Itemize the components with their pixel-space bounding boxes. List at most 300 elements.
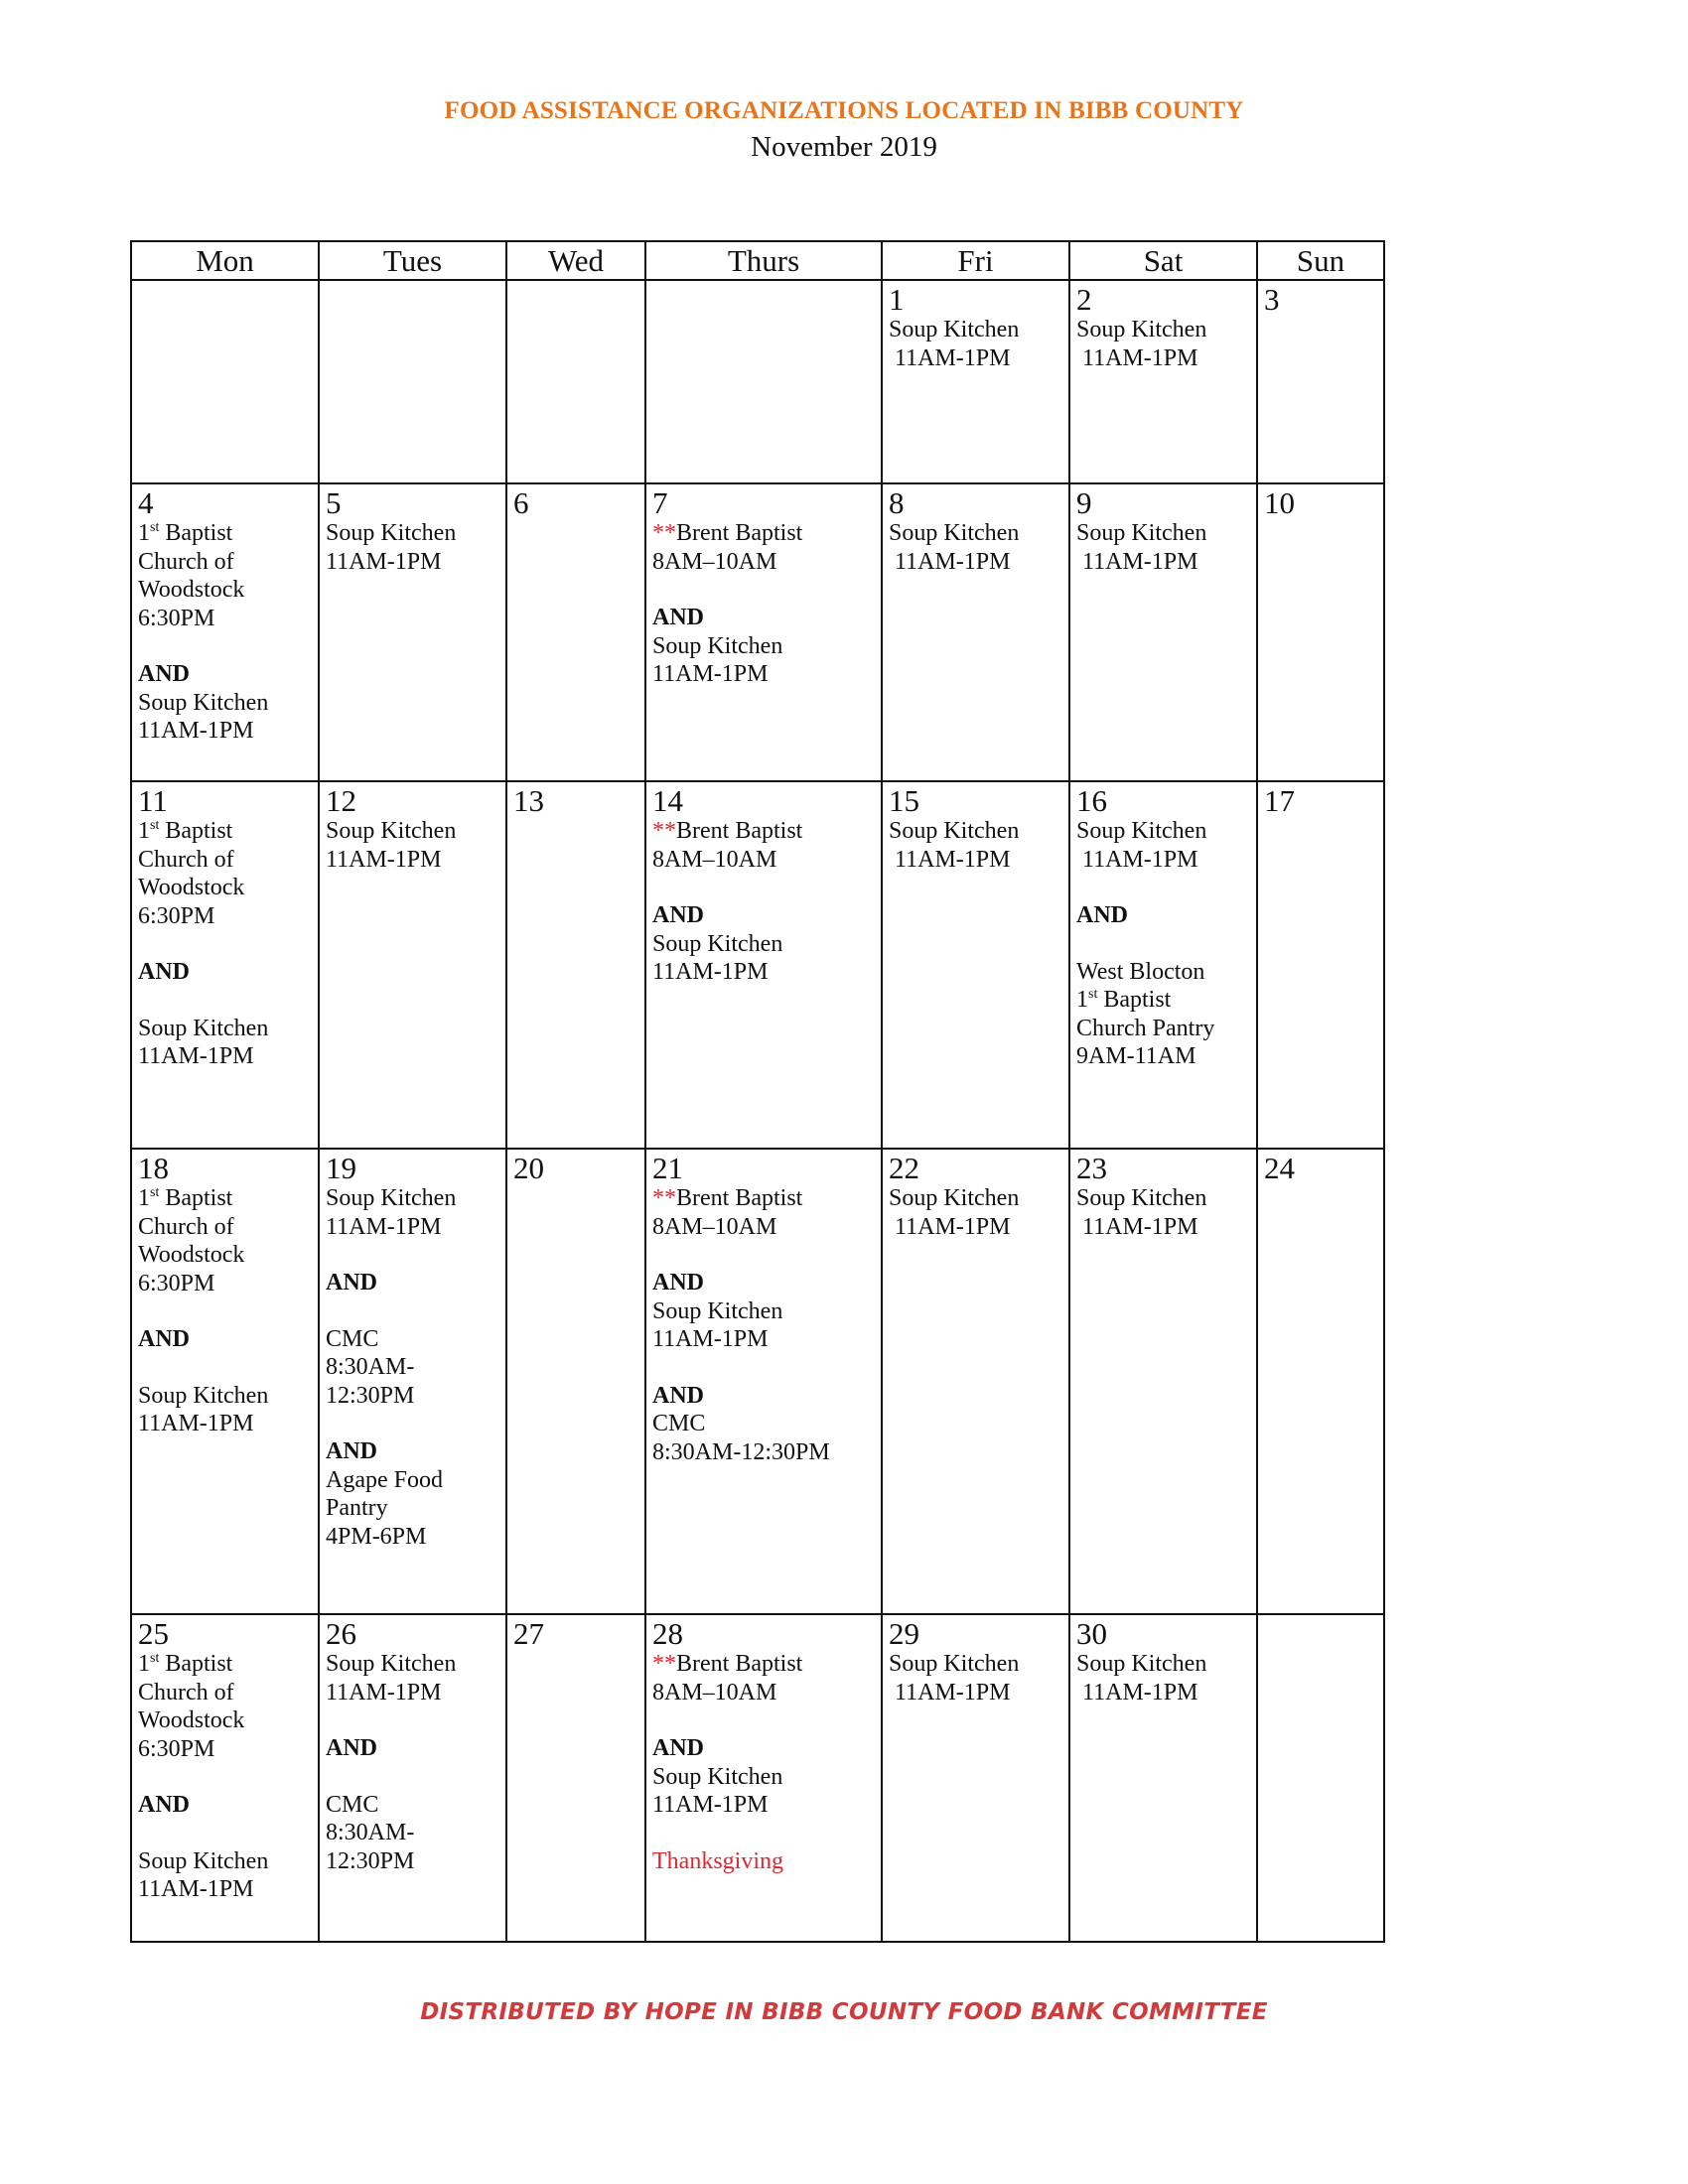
- priority-marker: **: [652, 1185, 676, 1211]
- event-line: [326, 519, 505, 548]
- event-text: 1: [138, 520, 150, 546]
- event-line: [889, 1679, 1068, 1707]
- day-number: 13: [513, 783, 544, 818]
- event-text: Agape Food: [326, 1466, 443, 1493]
- event-line: [138, 817, 318, 846]
- event-text: AND: [652, 902, 704, 928]
- event-line: [1076, 1213, 1256, 1242]
- event-line: [138, 1706, 318, 1735]
- day-cell: [1257, 280, 1384, 483]
- day-number: 24: [1264, 1151, 1295, 1185]
- and-separator: [652, 901, 881, 930]
- event-text: 8:30AM-: [326, 1820, 415, 1845]
- day-cell: [645, 1614, 882, 1942]
- event-text: 11AM-1PM: [889, 548, 1011, 575]
- week-row: [131, 1614, 1384, 1942]
- week-row: [131, 280, 1384, 483]
- event-text: AND: [652, 605, 704, 630]
- and-separator: [326, 1269, 505, 1297]
- event-line: [652, 1410, 881, 1438]
- event-line: [652, 548, 881, 577]
- event-line: [326, 1325, 505, 1354]
- weekday-header: Wed: [506, 241, 645, 280]
- and-separator: [138, 1791, 318, 1820]
- event-text: 6:30PM: [138, 902, 215, 929]
- day-cell: [645, 483, 882, 781]
- and-separator: [652, 1269, 881, 1297]
- ordinal-suffix: st: [150, 1651, 160, 1666]
- event-text: Soup Kitchen: [652, 1297, 783, 1324]
- day-cell: [645, 1149, 882, 1614]
- event-line: [326, 1382, 505, 1411]
- event-line: [138, 548, 318, 577]
- event-text: Baptist: [159, 1185, 233, 1211]
- spacer: [1076, 930, 1256, 958]
- and-separator: [652, 1382, 881, 1411]
- event-text: 9AM-11AM: [1076, 1043, 1196, 1069]
- event-text: Soup Kitchen: [138, 689, 269, 716]
- event-line: [138, 902, 318, 931]
- event-text: Soup Kitchen: [1076, 1651, 1207, 1677]
- ordinal-suffix: st: [150, 1185, 160, 1200]
- event-line: [652, 1791, 881, 1820]
- spacer: [326, 1763, 505, 1791]
- event-text: 11AM-1PM: [652, 1326, 769, 1352]
- event-text: 11AM-1PM: [889, 1213, 1011, 1240]
- and-separator: [138, 958, 318, 987]
- event-line: [326, 817, 505, 846]
- day-cell: [319, 1149, 506, 1614]
- event-text: Soup Kitchen: [652, 632, 783, 659]
- event-text: Soup Kitchen: [1076, 520, 1207, 546]
- event-text: Brent Baptist: [676, 1651, 803, 1677]
- event-text: 11AM-1PM: [1076, 1679, 1198, 1706]
- event-text: 11AM-1PM: [1076, 548, 1198, 575]
- event-line: [138, 874, 318, 902]
- event-text: CMC: [326, 1325, 379, 1352]
- event-text: Soup Kitchen: [326, 1651, 457, 1677]
- ordinal-suffix: st: [150, 520, 160, 535]
- event-text: 6:30PM: [138, 1735, 215, 1762]
- event-text: 11AM-1PM: [889, 1679, 1011, 1706]
- spacer: [138, 1297, 318, 1325]
- event-line: [326, 1466, 505, 1495]
- day-cell: [882, 280, 1069, 483]
- event-text: Soup Kitchen: [326, 1185, 457, 1211]
- spacer: [326, 1241, 505, 1269]
- event-line: [138, 1042, 318, 1071]
- event-text: 8:30AM-12:30PM: [652, 1438, 830, 1465]
- event-text: 11AM-1PM: [326, 846, 442, 873]
- event-text: 11AM-1PM: [138, 1411, 254, 1436]
- event-text: Soup Kitchen: [326, 818, 457, 844]
- event-text: AND: [138, 1326, 190, 1352]
- spacer: [138, 1820, 318, 1847]
- event-text: 1: [138, 818, 150, 844]
- event-text: Brent Baptist: [676, 818, 803, 844]
- spacer: [326, 1410, 505, 1437]
- and-separator: [652, 1734, 881, 1763]
- event-line: [326, 846, 505, 875]
- weekday-header: Sat: [1069, 241, 1257, 280]
- event-text: 8AM–10AM: [652, 548, 777, 575]
- day-cell: [506, 781, 645, 1149]
- event-text: 8AM–10AM: [652, 846, 777, 873]
- ordinal-suffix: st: [1088, 987, 1098, 1002]
- event-text: West Blocton: [1076, 958, 1205, 985]
- day-number: 7: [652, 485, 668, 520]
- event-text: 11AM-1PM: [652, 1792, 769, 1818]
- day-number: 28: [652, 1616, 683, 1651]
- event-text: Woodstock: [138, 1242, 245, 1268]
- week-row: [131, 781, 1384, 1149]
- event-line: [138, 519, 318, 548]
- event-text: CMC: [652, 1411, 706, 1436]
- event-line: [138, 1875, 318, 1904]
- event-line: [652, 930, 881, 959]
- spacer: [652, 1820, 881, 1847]
- spacer: [326, 1297, 505, 1325]
- event-text: Church of: [138, 1213, 234, 1240]
- event-text: 11AM-1PM: [652, 661, 769, 687]
- event-line: [138, 689, 318, 718]
- event-line: [138, 1241, 318, 1270]
- event-text: Church of: [138, 548, 234, 575]
- event-text: 12:30PM: [326, 1382, 415, 1409]
- spacer: [652, 874, 881, 901]
- event-text: 8AM–10AM: [652, 1679, 777, 1706]
- and-separator: [1076, 901, 1256, 930]
- event-line: [652, 1438, 881, 1467]
- and-separator: [138, 660, 318, 689]
- day-number: 11: [138, 783, 168, 818]
- event-line: [652, 1650, 881, 1679]
- event-text: Woodstock: [138, 577, 245, 603]
- day-number: 5: [326, 485, 342, 520]
- event-line: [326, 1184, 505, 1213]
- day-cell: [882, 781, 1069, 1149]
- event-text: 8AM–10AM: [652, 1213, 777, 1240]
- event-text: 11AM-1PM: [652, 959, 769, 985]
- ordinal-suffix: st: [150, 818, 160, 833]
- event-line: [138, 1679, 318, 1707]
- event-text: 11AM-1PM: [326, 548, 442, 575]
- event-text: Soup Kitchen: [889, 818, 1020, 844]
- event-text: Church Pantry: [1076, 1015, 1215, 1041]
- event-line: [138, 1015, 318, 1043]
- event-line: [652, 1679, 881, 1707]
- event-line: [1076, 1650, 1256, 1679]
- weekday-header: Thurs: [645, 241, 882, 280]
- day-number: 22: [889, 1151, 919, 1185]
- event-text: Soup Kitchen: [889, 520, 1020, 546]
- day-number: 1: [889, 282, 905, 317]
- event-text: Baptist: [159, 1651, 233, 1677]
- day-cell: [645, 781, 882, 1149]
- event-text: AND: [326, 1270, 377, 1296]
- event-line: [326, 1213, 505, 1242]
- event-line: [326, 1847, 505, 1876]
- event-line: [1076, 1042, 1256, 1071]
- event-line: [1076, 846, 1256, 875]
- day-number: 23: [1076, 1151, 1107, 1185]
- event-line: [138, 1847, 318, 1876]
- event-line: [326, 1523, 505, 1552]
- priority-marker: **: [652, 818, 676, 844]
- event-line: [326, 1353, 505, 1382]
- day-cell: [1069, 483, 1257, 781]
- event-text: AND: [138, 661, 190, 687]
- event-text: Soup Kitchen: [1076, 818, 1207, 844]
- day-number: 12: [326, 783, 356, 818]
- event-line: [1076, 1184, 1256, 1213]
- event-line: [652, 1325, 881, 1354]
- and-separator: [652, 604, 881, 632]
- event-text: AND: [138, 1792, 190, 1818]
- and-separator: [326, 1437, 505, 1466]
- event-line: [1076, 344, 1256, 373]
- event-line: [652, 660, 881, 689]
- event-text: Soup Kitchen: [138, 1847, 269, 1874]
- event-text: AND: [326, 1438, 377, 1464]
- event-line: [138, 846, 318, 875]
- event-text: Brent Baptist: [676, 1185, 803, 1211]
- event-text: 11AM-1PM: [1076, 846, 1198, 873]
- day-cell: [131, 483, 319, 781]
- weekday-header: Tues: [319, 241, 506, 280]
- calendar-table: [130, 240, 1385, 1943]
- event-line: [138, 576, 318, 605]
- event-line: [889, 519, 1068, 548]
- event-text: 11AM-1PM: [326, 1213, 442, 1240]
- event-line: [652, 958, 881, 987]
- event-text: Soup Kitchen: [1076, 317, 1207, 342]
- spacer: [652, 1354, 881, 1382]
- day-number: 8: [889, 485, 905, 520]
- event-text: 11AM-1PM: [138, 718, 254, 744]
- day-cell: [1069, 280, 1257, 483]
- day-number: 9: [1076, 485, 1092, 520]
- day-number: 15: [889, 783, 919, 818]
- spacer: [138, 1763, 318, 1791]
- week-row: [131, 483, 1384, 781]
- event-line: [138, 1410, 318, 1438]
- event-line: [889, 817, 1068, 846]
- day-cell: [1257, 1149, 1384, 1614]
- event-text: 1: [138, 1185, 150, 1211]
- event-line: [889, 1213, 1068, 1242]
- event-text: Thanksgiving: [652, 1847, 783, 1874]
- priority-marker: **: [652, 520, 676, 546]
- event-text: Soup Kitchen: [652, 1763, 783, 1790]
- and-separator: [138, 1325, 318, 1354]
- event-text: Soup Kitchen: [138, 1015, 269, 1041]
- event-text: Church of: [138, 1679, 234, 1706]
- event-text: 6:30PM: [138, 1270, 215, 1297]
- event-line: [1076, 519, 1256, 548]
- day-cell: [645, 280, 882, 483]
- event-line: [138, 1213, 318, 1242]
- spacer: [138, 632, 318, 660]
- event-line: [889, 1184, 1068, 1213]
- event-text: Woodstock: [138, 1707, 245, 1733]
- event-line: [138, 1650, 318, 1679]
- event-text: 8:30AM-: [326, 1354, 415, 1380]
- event-line: [889, 316, 1068, 344]
- day-number: 16: [1076, 783, 1107, 818]
- event-line: [138, 717, 318, 746]
- event-line: [652, 1213, 881, 1242]
- event-text: 6:30PM: [138, 605, 215, 631]
- spacer: [652, 1706, 881, 1734]
- event-line: [652, 632, 881, 661]
- day-number: 17: [1264, 783, 1295, 818]
- day-cell: [506, 280, 645, 483]
- day-number: 4: [138, 485, 154, 520]
- event-line: [1076, 548, 1256, 577]
- event-text: Baptist: [159, 818, 233, 844]
- event-line: [326, 548, 505, 577]
- event-text: Brent Baptist: [676, 520, 803, 546]
- day-number: 18: [138, 1151, 169, 1185]
- week-row: [131, 1149, 1384, 1614]
- day-cell: [1069, 781, 1257, 1149]
- event-text: Soup Kitchen: [652, 930, 783, 957]
- event-line: [889, 846, 1068, 875]
- event-text: Soup Kitchen: [326, 520, 457, 546]
- event-text: 11AM-1PM: [1076, 1213, 1198, 1240]
- weekday-header: Mon: [131, 241, 319, 280]
- day-cell: [882, 483, 1069, 781]
- event-text: 11AM-1PM: [138, 1876, 254, 1902]
- event-text: 11AM-1PM: [1076, 344, 1198, 371]
- page-subtitle: November 2019: [751, 131, 937, 163]
- footer-note: DISTRIBUTED BY HOPE IN BIBB COUNTY FOOD BANK COMMITTEE: [420, 1999, 1268, 2025]
- event-text: CMC: [326, 1791, 379, 1818]
- weekday-header-row: [131, 241, 1384, 280]
- and-separator: [326, 1734, 505, 1763]
- event-line: [652, 846, 881, 875]
- event-line: [652, 817, 881, 846]
- day-cell: [1257, 483, 1384, 781]
- day-number: 27: [513, 1616, 544, 1651]
- day-number: 25: [138, 1616, 169, 1651]
- event-text: Soup Kitchen: [889, 317, 1020, 342]
- event-line: [138, 605, 318, 633]
- event-line: [326, 1650, 505, 1679]
- day-cell: [506, 1614, 645, 1942]
- event-line: [138, 1270, 318, 1298]
- event-line: [138, 1382, 318, 1411]
- day-number: 2: [1076, 282, 1092, 317]
- event-text: 11AM-1PM: [138, 1043, 254, 1069]
- day-number: 3: [1264, 282, 1280, 317]
- event-text: AND: [652, 1735, 704, 1761]
- weekday-header: Sun: [1257, 241, 1384, 280]
- event-text: 11AM-1PM: [889, 846, 1011, 873]
- event-line: [326, 1494, 505, 1523]
- day-number: 14: [652, 783, 683, 818]
- day-cell: [131, 781, 319, 1149]
- event-line: [326, 1791, 505, 1820]
- event-line: [1076, 316, 1256, 344]
- page-title: FOOD ASSISTANCE ORGANIZATIONS LOCATED IN BIBB COUNTY: [444, 97, 1244, 124]
- event-text: AND: [138, 959, 190, 985]
- event-line: [889, 344, 1068, 373]
- event-line: [652, 1184, 881, 1213]
- day-cell: [131, 1614, 319, 1942]
- event-text: AND: [1076, 902, 1128, 928]
- event-text: Soup Kitchen: [138, 1382, 269, 1409]
- event-line: [889, 1650, 1068, 1679]
- priority-marker: **: [652, 1651, 676, 1677]
- day-cell: [882, 1614, 1069, 1942]
- spacer: [138, 930, 318, 958]
- spacer: [138, 987, 318, 1015]
- day-cell: [1257, 781, 1384, 1149]
- event-line: [1076, 817, 1256, 846]
- day-number: 10: [1264, 485, 1295, 520]
- event-line: [138, 1735, 318, 1764]
- event-line: [1076, 1015, 1256, 1043]
- day-cell: [131, 280, 319, 483]
- event-text: AND: [652, 1382, 704, 1409]
- event-text: 11AM-1PM: [889, 344, 1011, 371]
- event-line: [1076, 986, 1256, 1015]
- event-text: Soup Kitchen: [1076, 1185, 1207, 1211]
- day-cell: [131, 1149, 319, 1614]
- event-text: Baptist: [159, 520, 233, 546]
- event-text: Baptist: [1097, 987, 1172, 1013]
- weekday-header: Fri: [882, 241, 1069, 280]
- day-number: 30: [1076, 1616, 1107, 1651]
- event-text: 4PM-6PM: [326, 1523, 427, 1550]
- day-number: 29: [889, 1616, 919, 1651]
- spacer: [652, 576, 881, 604]
- event-text: Pantry: [326, 1495, 388, 1521]
- event-line: [652, 519, 881, 548]
- event-line: [1076, 1679, 1256, 1707]
- event-line: [652, 1763, 881, 1792]
- event-line: [652, 1847, 881, 1876]
- spacer: [138, 1354, 318, 1382]
- day-cell: [1069, 1149, 1257, 1614]
- event-line: [326, 1819, 505, 1847]
- event-line: [652, 1297, 881, 1326]
- day-number: 6: [513, 485, 529, 520]
- event-text: Church of: [138, 846, 234, 873]
- event-line: [326, 1679, 505, 1707]
- spacer: [326, 1706, 505, 1734]
- event-text: Soup Kitchen: [889, 1185, 1020, 1211]
- day-cell: [319, 483, 506, 781]
- day-cell: [506, 1149, 645, 1614]
- event-text: AND: [652, 1270, 704, 1296]
- day-number: 26: [326, 1616, 356, 1651]
- event-text: 12:30PM: [326, 1847, 415, 1874]
- day-cell: [319, 280, 506, 483]
- event-line: [889, 548, 1068, 577]
- day-number: 19: [326, 1151, 356, 1185]
- event-line: [138, 1184, 318, 1213]
- event-text: 11AM-1PM: [326, 1679, 442, 1706]
- day-cell: [319, 781, 506, 1149]
- day-number: 21: [652, 1151, 683, 1185]
- day-cell: [319, 1614, 506, 1942]
- event-text: 1: [1076, 987, 1088, 1013]
- event-text: Soup Kitchen: [889, 1651, 1020, 1677]
- event-text: Woodstock: [138, 875, 245, 900]
